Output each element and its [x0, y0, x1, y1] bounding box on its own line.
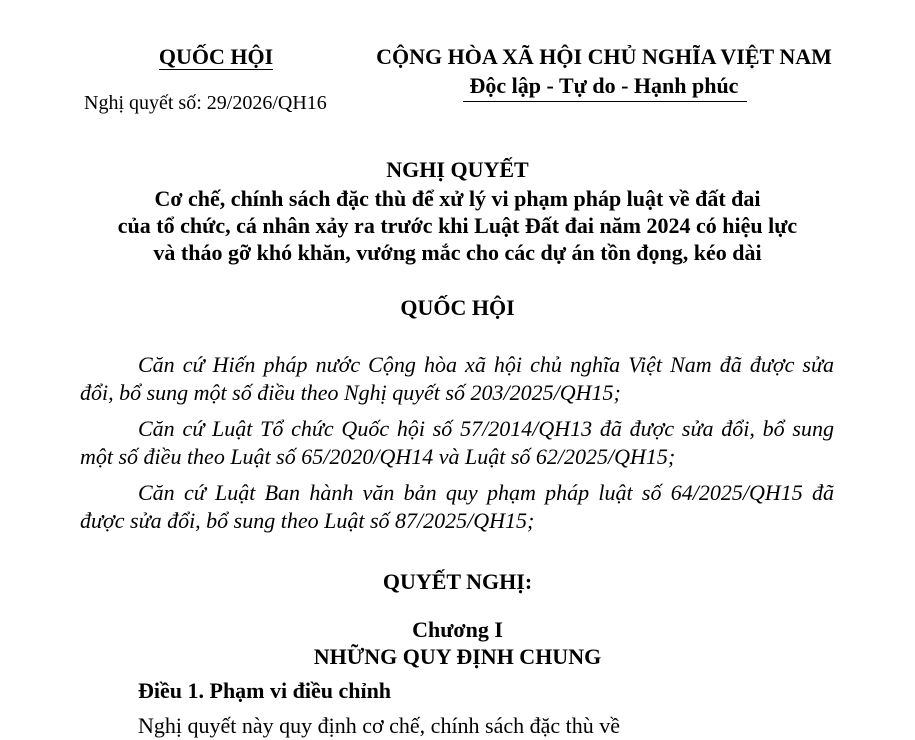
national-title: CỘNG HÒA XÃ HỘI CHỦ NGHĨA VIỆT NAM: [376, 44, 832, 69]
legal-basis-2: [80, 415, 834, 471]
document-subject-line-2: của tổ chức, cá nhân xảy ra trước khi Luật Đất đai năm 2024 có hiệu lực: [117, 213, 798, 238]
chapter-title: NHỮNG QUY ĐỊNH CHUNG: [313, 644, 602, 669]
article-body-first-line: Nghị quyết này quy định cơ chế, chính sách đặc thù về: [138, 713, 621, 738]
legal-basis-1-text: Căn cứ Hiến pháp nước Cộng hòa xã hội chủ nghĩa Việt Nam đã được sửa đổi, bổ sung một số điều theo Nghị quyết số 203/2025/QH15;: [80, 352, 834, 405]
issuer-heading: QUỐC HỘI: [400, 295, 515, 320]
chapter-number: Chương I: [412, 617, 503, 642]
issuing-organization: [100, 44, 332, 70]
document-number: Nghị quyết số: 29/2026/QH16: [84, 92, 327, 114]
article-heading: Điều 1. Phạm vi điều chỉnh: [138, 678, 392, 703]
legal-basis-1: [80, 351, 834, 407]
motto-underline: [463, 101, 747, 102]
document-type: NGHỊ QUYẾT: [386, 157, 529, 182]
document-subject-line-1: Cơ chế, chính sách đặc thù để xử lý vi phạm pháp luật về đất đai: [154, 186, 761, 211]
resolves-heading: QUYẾT NGHỊ:: [382, 569, 533, 594]
national-motto: Độc lập - Tự do - Hạnh phúc: [469, 73, 739, 98]
organization-name: QUỐC HỘI: [158, 44, 274, 69]
legal-basis-3-text: Căn cứ Luật Ban hành văn bản quy phạm pháp luật số 64/2025/QH15 đã được sửa đổi, bổ sung theo Luật số 87/2025/QH15;: [80, 480, 834, 533]
document-subject-line-3: và tháo gỡ khó khăn, vướng mắc cho các dự án tồn đọng, kéo dài: [153, 240, 762, 265]
legal-basis-2-text: Căn cứ Luật Tổ chức Quốc hội số 57/2014/QH13 đã được sửa đổi, bổ sung một số điều theo Luật số 65/2020/QH14 và Luật số 62/2025/QH15;: [80, 416, 834, 469]
legal-basis-3: [80, 479, 834, 535]
